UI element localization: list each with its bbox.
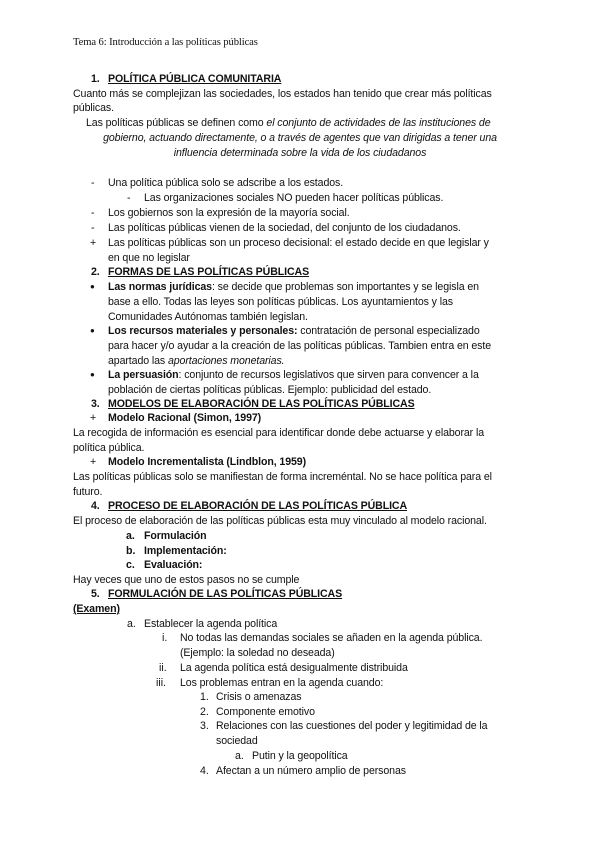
- section-1-number: 1.: [91, 73, 100, 85]
- list-item: Crisis o amenazas: [216, 691, 302, 703]
- definition-line: gobierno, actuando directamente, o a través de agentes que van dirigidas a tener una: [103, 132, 497, 144]
- list-marker: a.: [127, 618, 136, 630]
- section-4-title: PROCESO DE ELABORACIÓN DE LAS POLÍTICAS PÚBLICA: [108, 500, 408, 512]
- list-marker: 2.: [200, 706, 209, 718]
- list-item-line: Comunidades Autónomas también legislan.: [108, 311, 308, 323]
- list-marker: i.: [162, 632, 168, 644]
- step-marker: b.: [126, 545, 136, 557]
- definition-italic: el conjunto de actividades de las instituciones de: [266, 117, 491, 129]
- list-marker: -: [91, 222, 95, 234]
- list-item: [108, 280, 479, 294]
- item-text: apartado las: [108, 355, 168, 367]
- list-item-line: base a ello. Todas las leyes son políticas públicas. Los ayuntamientos y las: [108, 296, 453, 308]
- paragraph-line: Hay veces que uno de estos pasos no se cumple: [73, 574, 300, 586]
- list-marker: 1.: [200, 691, 209, 703]
- paragraph-line: La recogida de información es esencial para identificar donde debe actuarse y elaborar la: [73, 427, 484, 439]
- list-item: Putin y la geopolítica: [252, 750, 348, 762]
- list-marker: a.: [235, 750, 244, 762]
- definition-line: influencia determinada sobre la vida de los ciudadanos: [173, 147, 427, 159]
- list-item: La agenda política está desigualmente distribuida: [180, 662, 408, 674]
- list-item: Afectan a un número amplio de personas: [216, 765, 406, 777]
- list-item: Las políticas públicas son un proceso decisional: el estado decide en que legislar y: [108, 237, 489, 249]
- paragraph-line: públicas.: [73, 102, 114, 114]
- list-marker: -: [91, 207, 95, 219]
- list-item-continuation: en que no legislar: [108, 252, 190, 264]
- paragraph-line: Cuanto más se complejizan las sociedades, los estados han tenido que crear más políticas: [73, 88, 492, 100]
- list-marker: 4.: [200, 765, 209, 777]
- item-italic: aportaciones monetarias.: [167, 355, 285, 367]
- definition-text: Las políticas públicas se definen como: [86, 117, 267, 129]
- list-marker: -: [127, 192, 131, 204]
- item-term: Las normas jurídicas: [108, 281, 212, 293]
- list-marker: 3.: [200, 720, 209, 732]
- section-2-number: 2.: [91, 266, 100, 278]
- bullet-icon: ●: [90, 370, 95, 379]
- step-marker: a.: [126, 530, 135, 542]
- step-label: Evaluación:: [144, 559, 203, 571]
- list-item-line: (Ejemplo: la soledad no deseada): [180, 647, 335, 659]
- section-2-title: FORMAS DE LAS POLÍTICAS PÚBLICAS: [108, 266, 310, 278]
- list-item-line: para hacer y/o ayudar a la creación de las políticas públicas. Tambien entra en este: [108, 340, 492, 352]
- list-item: [108, 368, 479, 382]
- list-item-line: [108, 354, 285, 368]
- list-item-line: sociedad: [216, 735, 258, 747]
- list-marker: +: [90, 456, 97, 468]
- step-marker: c.: [126, 559, 135, 571]
- item-text: contratación de personal especializado: [297, 325, 480, 337]
- list-item: [108, 324, 480, 338]
- paragraph-line: Las políticas públicas solo se manifiestan de forma increméntal. No se hace política para el: [73, 471, 492, 483]
- paragraph-line: política pública.: [73, 442, 145, 454]
- step-label: Formulación: [144, 530, 207, 542]
- item-text: : conjunto de recursos legislativos que sirven para convencer a la: [178, 369, 479, 381]
- definition-line: [86, 116, 491, 130]
- section-5-number: 5.: [91, 588, 100, 600]
- model-title: Modelo Racional (Simon, 1997): [108, 412, 262, 424]
- list-marker: +: [90, 237, 97, 249]
- list-item: Los problemas entran en la agenda cuando:: [180, 677, 384, 689]
- model-title: Modelo Incrementalista (Lindblon, 1959): [108, 456, 307, 468]
- list-item: Relaciones con las cuestiones del poder y legitimidad de la: [216, 720, 488, 732]
- list-item: Las organizaciones sociales NO pueden hacer políticas públicas.: [144, 192, 444, 204]
- list-item: Componente emotivo: [216, 706, 315, 718]
- section-3-title: MODELOS DE ELABORACIÓN DE LAS POLÍTICAS PÚBLICAS: [108, 398, 415, 410]
- list-marker: +: [90, 412, 97, 424]
- list-item: Los gobiernos son la expresión de la mayoría social.: [108, 207, 350, 219]
- paragraph-line: El proceso de elaboración de las políticas públicas esta muy vinculado al modelo racional.: [73, 515, 487, 527]
- list-item: No todas las demandas sociales se añaden en la agenda pública.: [180, 632, 483, 644]
- item-text: : se decide que problemas son importantes y se legisla en: [211, 281, 479, 293]
- list-item: Una política pública solo se adscribe a los estados.: [108, 177, 344, 189]
- section-5-title: FORMULACIÓN DE LAS POLÍTICAS PÚBLICAS: [108, 588, 343, 600]
- section-4-number: 4.: [91, 500, 100, 512]
- list-item: Las políticas públicas vienen de la sociedad, del conjunto de los ciudadanos.: [108, 222, 461, 234]
- list-item: Establecer la agenda política: [144, 618, 278, 630]
- list-marker: ii.: [159, 662, 167, 674]
- list-marker: -: [91, 177, 95, 189]
- bullet-icon: ●: [90, 326, 95, 335]
- item-term: Los recursos materiales y personales:: [108, 325, 298, 337]
- bullet-icon: ●: [90, 282, 95, 291]
- exam-label: (Examen): [73, 603, 120, 615]
- list-marker: iii.: [156, 677, 167, 689]
- list-item-line: población de ciertas políticas públicas. Ejemplo: publicidad del estado.: [108, 384, 432, 396]
- section-3-number: 3.: [91, 398, 100, 410]
- page-header: Tema 6: Introducción a las políticas públicas: [73, 37, 258, 48]
- section-1-title: POLÍTICA PÚBLICA COMUNITARIA: [108, 73, 282, 85]
- paragraph-line: futuro.: [73, 486, 103, 498]
- item-term: La persuasión: [108, 369, 179, 381]
- step-label: Implementación:: [144, 545, 227, 557]
